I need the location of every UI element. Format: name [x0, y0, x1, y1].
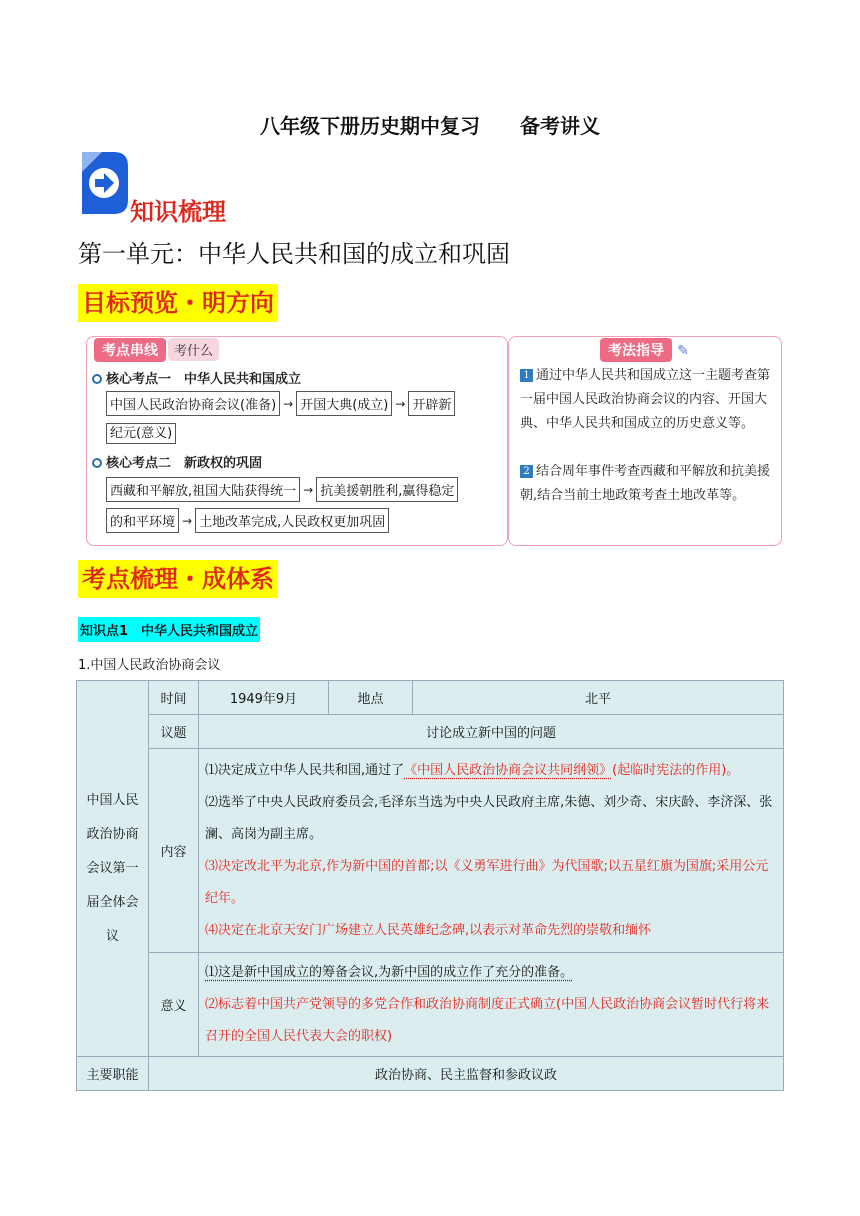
table-row	[77, 715, 784, 749]
guide-item-1	[520, 364, 772, 436]
row-header-text: 中国人民政治协商会议第一届全体会议	[86, 792, 139, 944]
table-row	[77, 1057, 784, 1091]
bullet-icon	[92, 374, 102, 384]
number-badge: 1	[520, 369, 533, 382]
flow-1-continued	[106, 422, 176, 441]
guide-item-2	[520, 460, 772, 508]
time-value: 1949年9月	[199, 681, 329, 715]
flow-1	[106, 391, 455, 416]
exam-points-sublabel: 考什么	[168, 338, 219, 361]
content-item-1-b: 《中国人民政治协商会议共同纲领》	[404, 762, 613, 778]
flow-box: 的和平环境	[106, 508, 179, 533]
document-title: 八年级下册历史期中复习 备考讲义	[260, 114, 600, 138]
flow-2-continued	[106, 508, 389, 533]
meaning-item-2: ⑵标志着中国共产党领导的多党合作和政治协商制度正式确立(中国人民政治协商会议暂时代行将来召开的全国人民代表大会的职权)	[205, 996, 770, 1044]
flow-box: 中国人民政治协商会议(准备)	[106, 391, 280, 416]
guide-item-1-text: 通过中华人民共和国成立这一主题考查第一届中国人民政治协商会议的内容、开国大典、中华人民共和国成立的历史意义等。	[520, 368, 771, 431]
bullet-icon	[92, 458, 102, 468]
flow-box: 纪元(意义)	[106, 423, 176, 444]
unit-title: 第一单元：中华人民共和国的成立和巩固	[78, 240, 510, 268]
flow-box: 西藏和平解放,祖国大陆获得统一	[106, 477, 300, 502]
flow-box: 开辟新	[408, 391, 455, 416]
content-item-3: ⑶决定改北平为北京,作为新中国的首都;以《义勇军进行曲》为代国歌;以五星红旗为国旗;采用公元纪年。	[205, 858, 769, 906]
arrow-icon: →	[182, 513, 193, 528]
content-item-1	[205, 755, 777, 787]
content-label: 内容	[149, 749, 199, 953]
topic-value: 讨论成立新中国的问题	[199, 715, 784, 749]
cppcc-table	[76, 680, 784, 1091]
exam-guide-tab	[600, 338, 689, 362]
table-row	[77, 749, 784, 953]
guide-item-2-text: 结合周年事件考查西藏和平解放和抗美援朝,结合当前土地政策考查土地改革等。	[520, 464, 771, 503]
flow-box: 开国大典(成立)	[296, 391, 392, 416]
knowledge-point-heading: 知识点1 中华人民共和国成立	[78, 617, 260, 642]
core-point-2	[92, 452, 262, 471]
content-cell	[199, 749, 784, 953]
meaning-item-1: ⑴这是新中国成立的筹备会议,为新中国的成立作了充分的准备。	[205, 964, 574, 980]
core-point-2-label: 核心考点二 新政权的巩固	[106, 456, 263, 471]
table-row	[77, 953, 784, 1057]
content-item-2: ⑵选举了中央人民政府委员会,毛泽东当选为中央人民政府主席,朱德、刘少奇、宋庆龄、李济深、张澜、高岗为副主席。	[205, 794, 773, 842]
topic-label: 议题	[149, 715, 199, 749]
content-item-1-a: ⑴决定成立中华人民共和国,通过了	[205, 762, 405, 778]
pencil-icon: ✎	[677, 343, 689, 359]
place-value: 北平	[413, 681, 784, 715]
arrow-icon: →	[395, 396, 406, 411]
arrow-icon: →	[303, 482, 314, 497]
content-item-1-c: (起临时宪法的作用)。	[612, 762, 740, 778]
flow-box: 抗美援朝胜利,赢得稳定	[316, 477, 458, 502]
time-label: 时间	[149, 681, 199, 715]
flow-2	[106, 477, 458, 502]
row-header-cell	[77, 681, 149, 1057]
content-item-4: ⑷决定在北京天安门广场建立人民英雄纪念碑,以表示对革命先烈的崇敬和缅怀	[205, 922, 652, 938]
arrow-right-icon	[78, 150, 130, 216]
core-point-1-label: 核心考点一 中华人民共和国成立	[106, 372, 302, 387]
duty-label: 主要职能	[77, 1057, 149, 1091]
meaning-cell	[199, 953, 784, 1057]
duty-value: 政治协商、民主监督和参政议政	[149, 1057, 784, 1091]
exam-points-label: 考点串线	[94, 338, 166, 362]
arrow-icon: →	[283, 396, 294, 411]
exam-points-tab	[94, 338, 219, 362]
flow-box: 土地改革完成,人民政权更加巩固	[195, 508, 389, 533]
section-knowledge-heading: 知识梳理	[130, 198, 226, 226]
review-heading: 考点梳理・成体系	[78, 560, 278, 598]
target-preview-heading: 目标预览・明方向	[78, 284, 278, 322]
number-badge: 2	[520, 465, 533, 478]
core-point-1	[92, 368, 301, 387]
place-label: 地点	[329, 681, 413, 715]
exam-guide-label: 考法指导	[600, 338, 672, 362]
subsection-heading: 1.中国人民政治协商会议	[78, 658, 221, 673]
meaning-label: 意义	[149, 953, 199, 1057]
table-row	[77, 681, 784, 715]
